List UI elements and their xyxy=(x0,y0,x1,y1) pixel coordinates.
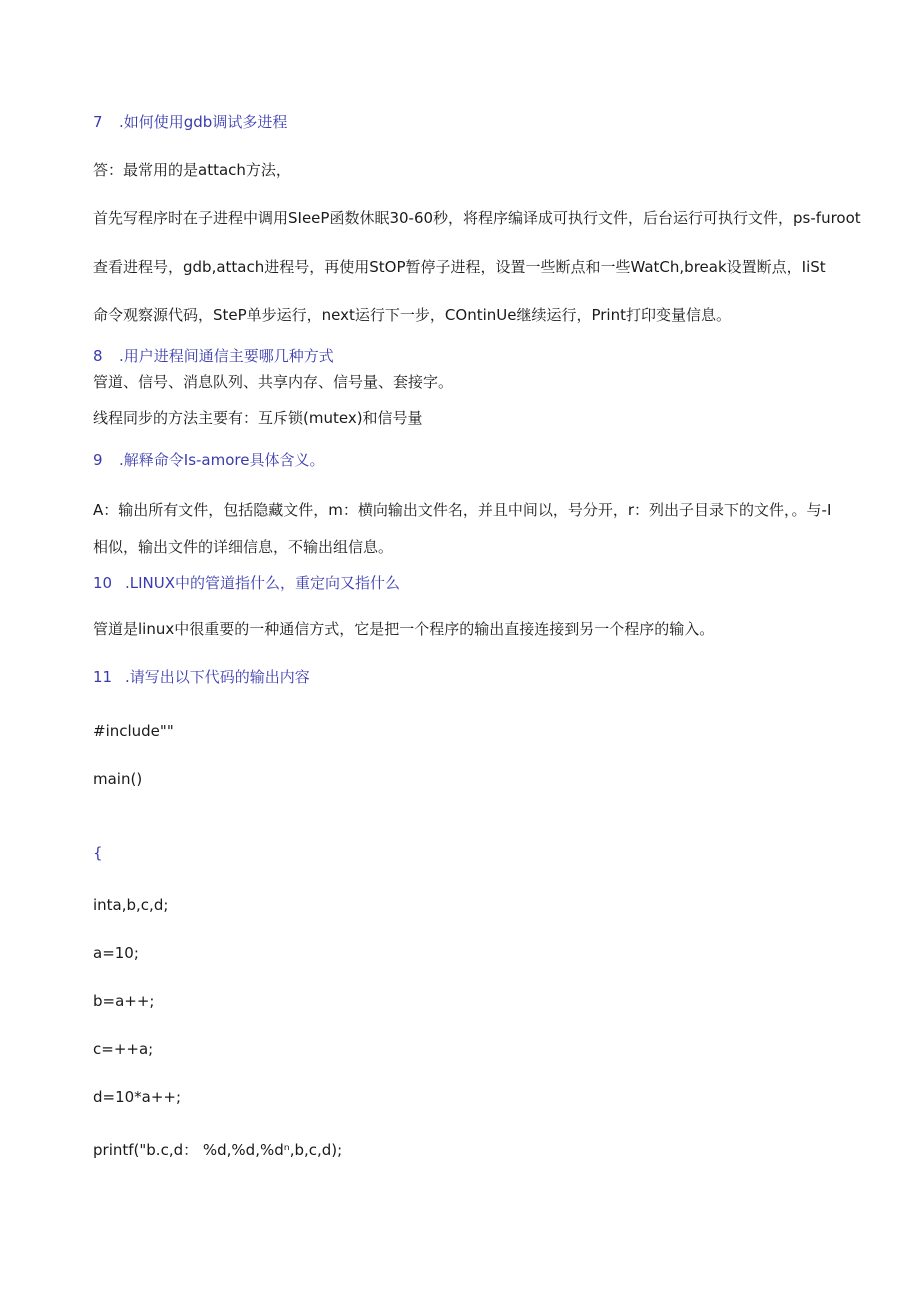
answer-line: 答：最常用的是attach方法， xyxy=(93,161,291,179)
question-title: .解释命令Is-amore具体含义。 xyxy=(119,451,325,469)
answer-line: 线程同步的方法主要有：互斥锁(mutex)和信号量 xyxy=(93,409,423,427)
question-title: .LINUX中的管道指什么，重定向又指什么 xyxy=(125,574,401,592)
question-8-heading xyxy=(93,346,334,366)
question-number: 8 xyxy=(93,347,103,365)
code-line: { xyxy=(93,844,103,862)
answer-line: 查看进程号，gdb,attach进程号，再使用StOP暂停子进程，设置一些断点和一些WatCh,break设置断点，IiSt xyxy=(93,258,826,276)
answer-line: 相似，输出文件的详细信息，不输出组信息。 xyxy=(93,538,394,556)
code-line: printf("b.c,d： %d,%d,%dⁿ,b,c,d); xyxy=(93,1141,343,1159)
answer-line: A：输出所有文件，包括隐藏文件，m：横向输出文件名，并且中间以，号分开，r：列出子目录下的文件，。与-I xyxy=(93,501,832,519)
question-11-heading xyxy=(93,667,310,687)
code-line: d=10*a++; xyxy=(93,1088,182,1106)
question-10-heading xyxy=(93,573,400,593)
question-number: 7 xyxy=(93,113,103,131)
answer-line: 管道、信号、消息队列、共享内存、信号量、套接字。 xyxy=(93,373,454,391)
answer-line: 首先写程序时在子进程中调用SIeeP函数休眠30-60秒，将程序编译成可执行文件，后台运行可执行文件，ps-furoot xyxy=(93,209,861,227)
answer-line: 管道是linux中很重要的一种通信方式，它是把一个程序的输出直接连接到另一个程序的输入。 xyxy=(93,620,715,638)
question-number: 9 xyxy=(93,451,103,469)
question-number: 10 xyxy=(93,574,113,592)
code-line: main() xyxy=(93,770,143,788)
question-7-heading xyxy=(93,112,287,132)
question-title: .用户进程间通信主要哪几种方式 xyxy=(119,347,334,365)
answer-line: 命令观察源代码，SteP单步运行，next运行下一步，COntinUe继续运行，Print打印变量信息。 xyxy=(93,306,731,324)
code-line: c=++a; xyxy=(93,1040,154,1058)
question-9-heading xyxy=(93,450,324,470)
code-line: a=10; xyxy=(93,944,139,962)
question-title: .请写出以下代码的输出内容 xyxy=(125,668,310,686)
code-line: inta,b,c,d; xyxy=(93,896,169,914)
question-title: .如何使用gdb调试多进程 xyxy=(119,113,288,131)
code-line: #include"" xyxy=(93,722,174,740)
question-number: 11 xyxy=(93,668,113,686)
code-line: b=a++; xyxy=(93,992,155,1010)
